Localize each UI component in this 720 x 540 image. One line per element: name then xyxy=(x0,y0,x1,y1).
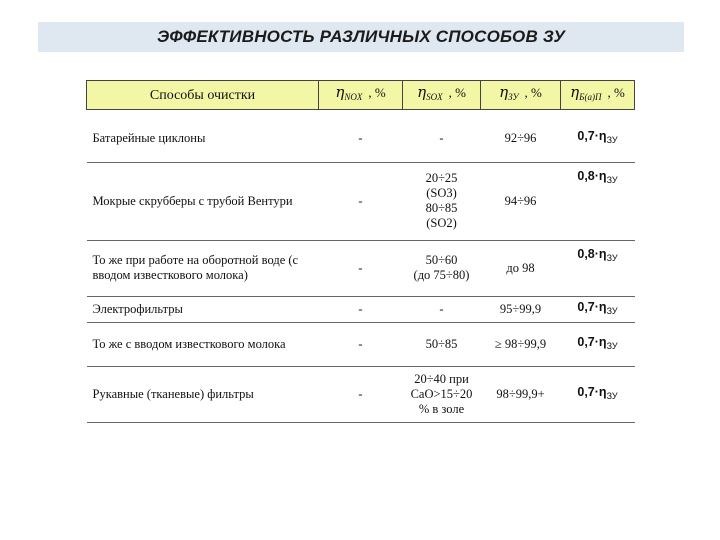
cell-sox xyxy=(403,162,481,240)
cell-bap-value: 0,7·η xyxy=(577,334,607,349)
cell-sox: - xyxy=(403,296,481,322)
cell-nox: - xyxy=(319,296,403,322)
cell-method: Рукавные (тканевые) фильтры xyxy=(87,366,319,422)
cell-nox: - xyxy=(319,162,403,240)
cell-sox: 50÷85 xyxy=(403,322,481,366)
cell-bap-value: 0,7·η xyxy=(577,384,607,399)
cell-bap xyxy=(561,366,635,422)
cell-method: Батарейные циклоны xyxy=(87,116,319,162)
cell-sox xyxy=(403,366,481,422)
cell-bap xyxy=(561,296,635,322)
cell-bap-value: 0,8·η xyxy=(577,246,607,261)
table-row xyxy=(87,116,635,162)
cell-method: То же при работе на оборотной воде (с вводом известкового молока) xyxy=(87,240,319,296)
slide-title-bar xyxy=(38,22,684,52)
cell-sox-line: 20÷40 при xyxy=(414,371,469,386)
cell-sox-line: 20÷25 xyxy=(425,171,458,185)
header-bap-sub: Б(а)П xyxy=(579,92,602,102)
cell-nox: - xyxy=(319,116,403,162)
cell-method: То же с вводом известкового молока xyxy=(87,322,319,366)
header-sox-sub: SOX xyxy=(426,92,443,102)
cell-sox-line: (до 75÷80) xyxy=(413,268,470,282)
header-bap-unit: , % xyxy=(607,85,625,100)
cell-bap xyxy=(561,162,635,240)
cell-bap-sub: ЗУ xyxy=(606,174,618,185)
header-nox-sub: NOX xyxy=(344,92,363,102)
header-bap xyxy=(561,81,635,110)
cell-nox: - xyxy=(319,322,403,366)
table-row xyxy=(87,162,635,240)
header-zu-symbol: η xyxy=(499,83,509,101)
cell-sox-line: % в золе xyxy=(418,401,465,416)
cell-sox-line: 50÷60 xyxy=(425,253,458,267)
table-row xyxy=(87,322,635,366)
header-sox-symbol: η xyxy=(417,83,427,101)
cell-bap-sub: ЗУ xyxy=(606,340,618,351)
efficiency-table xyxy=(86,80,635,423)
cell-zu: 98÷99,9+ xyxy=(481,366,561,422)
cell-bap-value: 0,7·η xyxy=(577,129,607,144)
cell-sox-line: 80÷85 xyxy=(425,201,458,215)
cell-bap-sub: ЗУ xyxy=(606,390,618,401)
cell-zu: до 98 xyxy=(481,240,561,296)
cell-bap xyxy=(561,322,635,366)
cell-sox-line: CaO>15÷20 xyxy=(410,386,473,401)
cell-sox-line: (SO3) xyxy=(426,186,457,200)
cell-sox-line: (SO2) xyxy=(426,216,457,230)
cell-nox: - xyxy=(319,240,403,296)
cell-sox: - xyxy=(403,116,481,162)
header-zu-sub: ЗУ xyxy=(508,92,519,102)
header-method: Способы очистки xyxy=(87,81,319,110)
header-nox xyxy=(319,81,403,110)
table-row xyxy=(87,240,635,296)
header-bap-symbol: η xyxy=(570,83,580,101)
cell-bap-value: 0,8·η xyxy=(577,168,607,183)
header-zu xyxy=(481,81,561,110)
table-row xyxy=(87,296,635,322)
cell-zu: 94÷96 xyxy=(481,162,561,240)
cell-zu: ≥ 98÷99,9 xyxy=(481,322,561,366)
cell-bap xyxy=(561,240,635,296)
header-sox xyxy=(403,81,481,110)
cell-bap-sub: ЗУ xyxy=(606,252,618,263)
cell-sox xyxy=(403,240,481,296)
cell-nox: - xyxy=(319,366,403,422)
slide-title: ЭФФЕКТИВНОСТЬ РАЗЛИЧНЫХ СПОСОБОВ ЗУ xyxy=(156,27,566,46)
table-header-row xyxy=(87,81,635,110)
cell-method: Мокрые скрубберы с трубой Вентури xyxy=(87,162,319,240)
cell-bap-sub: ЗУ xyxy=(606,135,618,146)
header-zu-unit: , % xyxy=(524,85,542,100)
header-sox-unit: , % xyxy=(448,85,466,100)
header-nox-unit: , % xyxy=(368,85,386,100)
cell-bap-value: 0,7·η xyxy=(577,299,607,314)
header-nox-symbol: η xyxy=(335,83,345,101)
cell-zu: 92÷96 xyxy=(481,116,561,162)
cell-method: Электрофильтры xyxy=(87,296,319,322)
table-row xyxy=(87,366,635,422)
cell-bap xyxy=(561,116,635,162)
cell-bap-sub: ЗУ xyxy=(606,305,618,316)
cell-zu: 95÷99,9 xyxy=(481,296,561,322)
